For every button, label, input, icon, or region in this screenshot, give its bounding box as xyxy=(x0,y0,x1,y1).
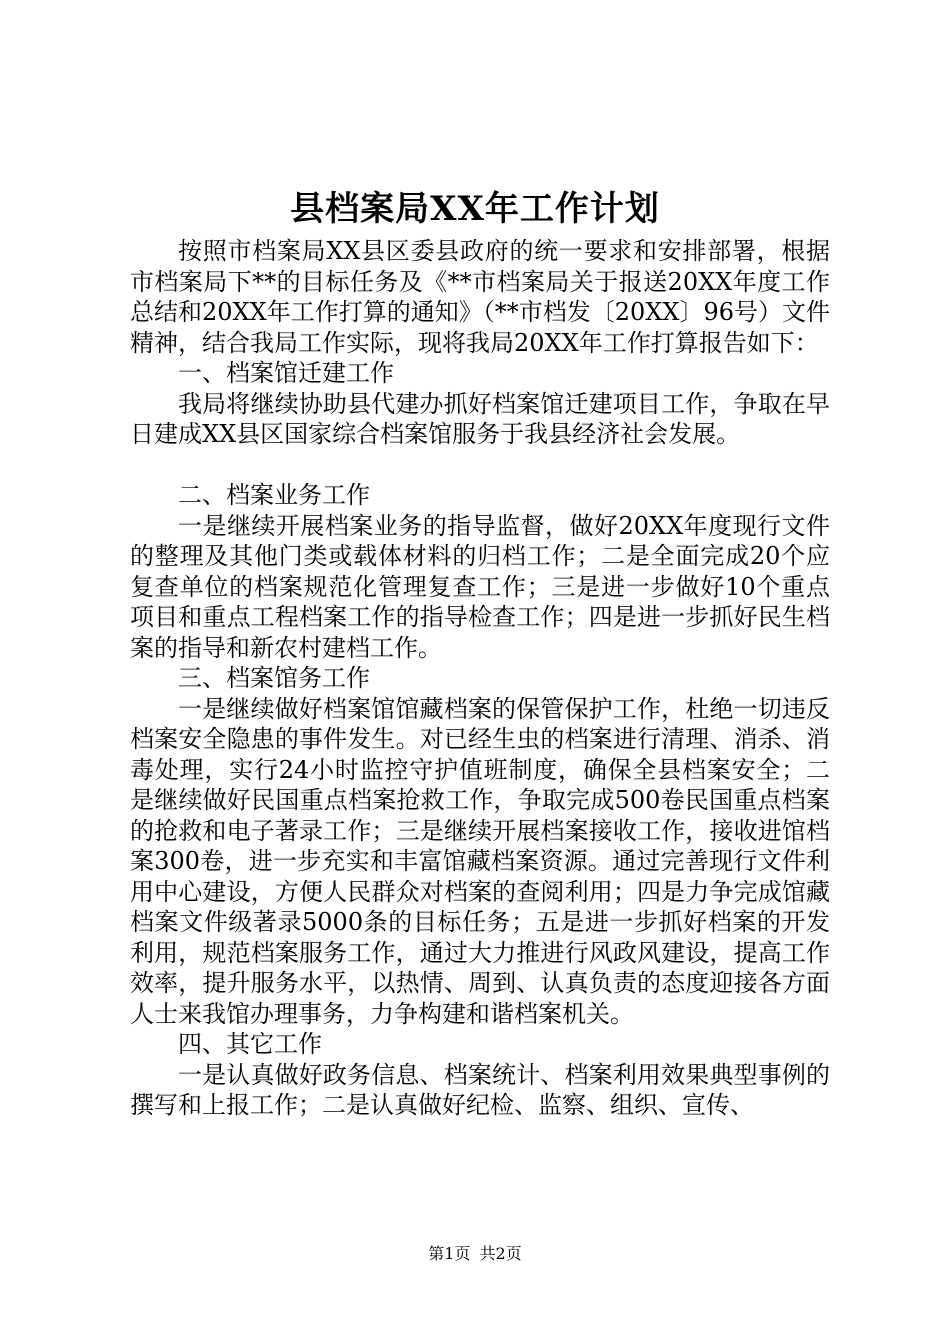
page-footer xyxy=(0,1243,950,1265)
section-body-archive-affairs: 一是继续做好档案馆馆藏档案的保管保护工作，杜绝一切违反档案安全隐患的事件发生。对已经生虫的档案进行清理、消杀、消毒处理，实行24小时监控守护值班制度，确保全县档案安全；二是继续做好民国重点档案抢救工作，争取完成500卷民国重点档案的抢救和电子著录工作；三是继续开展档案接收工作，接收进馆档案300卷，进一步充实和丰富馆藏档案资源。通过完善现行文件利用中心建设，方便人民群众对档案的查阅利用；四是力争完成馆藏档案文件级著录5000条的目标任务；五是进一步抓好档案的开发利用，规范档案服务工作，通过大力推进行风政风建设，提高工作效率，提升服务水平，以热情、周到、认真负责的态度迎接各方面人士来我馆办理事务，力争构建和谐档案机关。 xyxy=(130,694,830,1028)
section-heading-other: 四、其它工作 xyxy=(178,1030,322,1058)
document-body xyxy=(130,236,830,1121)
blank-line xyxy=(130,450,830,481)
section-heading-relocation: 一、档案馆迁建工作 xyxy=(178,359,394,387)
section-body-business: 一是继续开展档案业务的指导监督，做好20XX年度现行文件的整理及其他门类或载体材料的归档工作；二是全面完成20个应复查单位的档案规范化管理复查工作；三是进一步做好10个重点项目和重点工程档案工作的指导检查工作；四是进一步抓好民生档案的指导和新农村建档工作。 xyxy=(130,511,830,662)
section-heading-archive-affairs: 三、档案馆务工作 xyxy=(178,664,370,692)
document-title: 县档案局XX年工作计划 xyxy=(290,189,660,229)
page-total: 共2页 xyxy=(479,1244,522,1263)
section-body-relocation: 我局将继续协助县代建办抓好档案馆迁建项目工作，争取在早日建成XX县区国家综合档案馆服务于我县经济社会发展。 xyxy=(130,389,830,448)
page-number: 第1页 xyxy=(428,1244,471,1263)
intro-paragraph: 按照市档案局XX县区委县政府的统一要求和安排部署，根据市档案局下**的目标任务及《**市档案局关于报送20XX年度工作总结和20XX年工作打算的通知》（**市档发〔20XX〕96号）文件精神，结合我局工作实际，现将我局20XX年工作打算报告如下： xyxy=(130,237,830,357)
section-body-other: 一是认真做好政务信息、档案统计、档案利用效果典型事例的撰写和上报工作；二是认真做好纪检、监察、组织、宣传、 xyxy=(130,1060,830,1119)
section-heading-business: 二、档案业务工作 xyxy=(178,481,370,509)
